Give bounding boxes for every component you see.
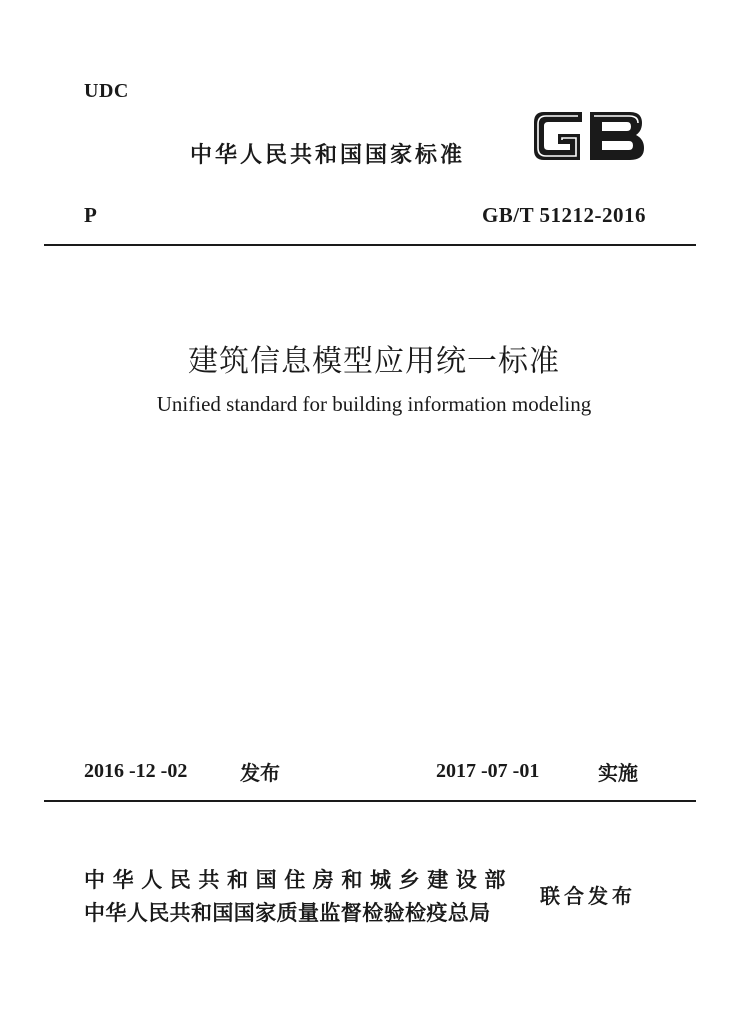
national-standard-heading: 中华人民共和国国家标准 [190, 143, 466, 168]
bottom-divider [44, 800, 696, 802]
gb-logo [530, 104, 648, 168]
implement-label: 实施 [598, 761, 638, 785]
issue-date: 2016 -12 -02 [84, 760, 188, 782]
standard-number: GB/T 51212-2016 [481, 203, 646, 227]
title-chinese: 建筑信息模型应用统一标准 [188, 344, 560, 379]
udc-label: UDC [84, 80, 129, 102]
joint-publish-label: 联合发布 [540, 884, 636, 908]
title-english: Unified standard for building information modeling [156, 392, 592, 416]
classification-code: P [84, 203, 97, 227]
issue-label: 发布 [240, 761, 280, 785]
publisher-ministry: 中华人民共和国住房和城乡建设部 [84, 868, 513, 892]
publisher-aqsiq: 中华人民共和国国家质量监督检验检疫总局 [84, 901, 491, 925]
top-divider [44, 244, 696, 246]
implement-date: 2017 -07 -01 [436, 760, 540, 782]
